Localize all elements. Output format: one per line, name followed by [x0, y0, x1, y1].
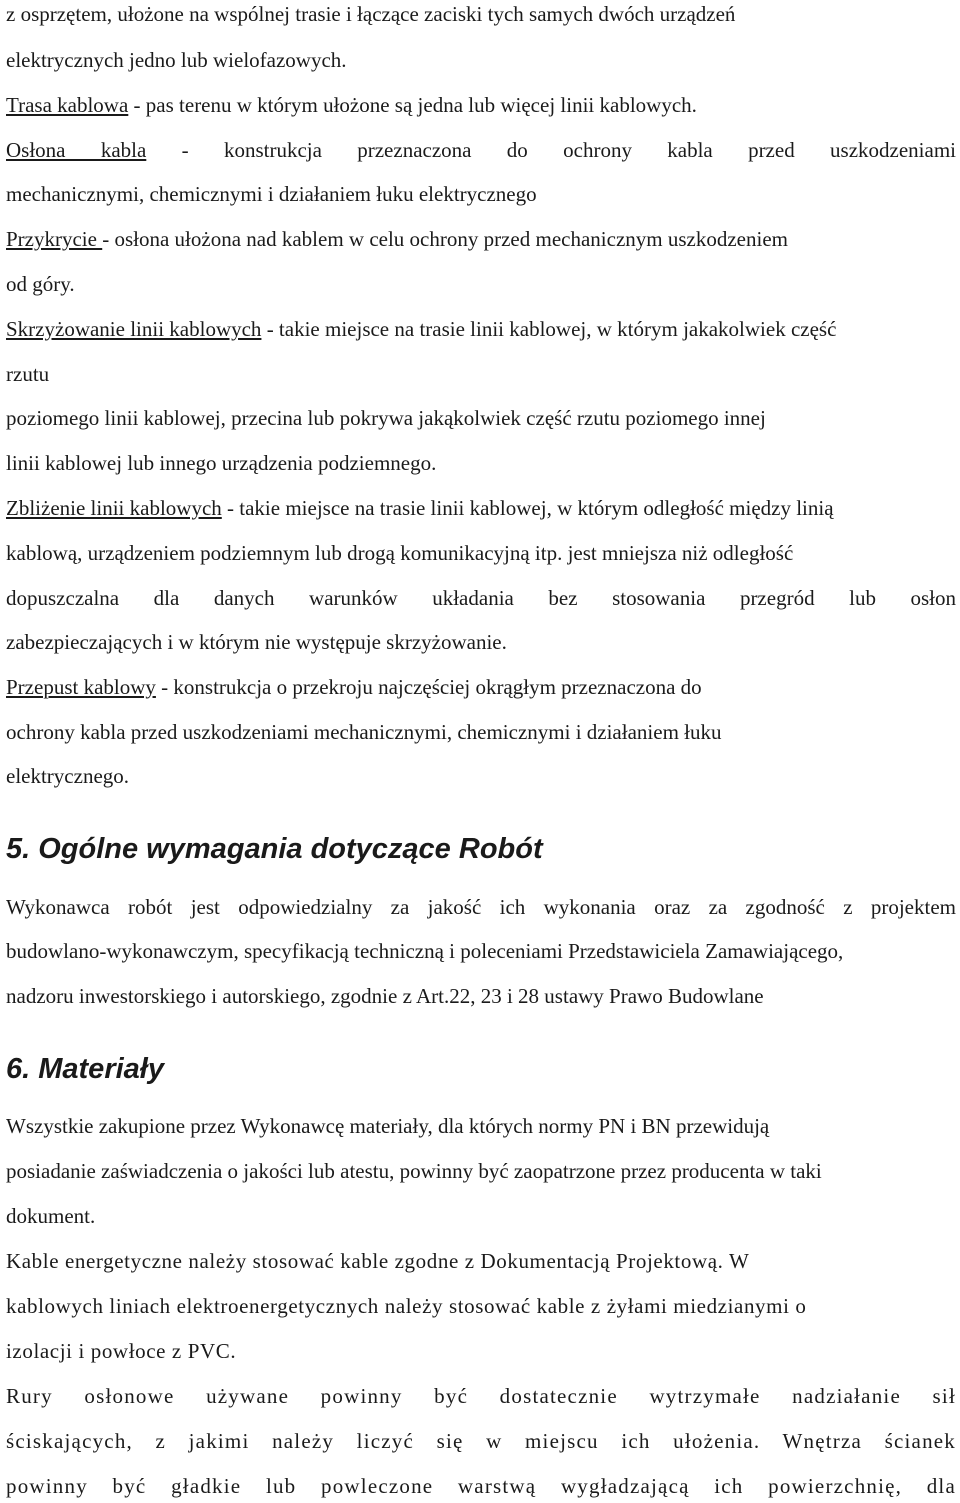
text-line: [6, 408, 766, 429]
line-text: z osprzętem, ułożone na wspólnej trasie i łączące zaciski tych samych dwóch urządzeń: [6, 2, 736, 26]
section-heading-6: [6, 1055, 164, 1084]
text-line: [6, 1251, 749, 1272]
heading-text: 5. Ogólne wymagania dotyczące Robót: [6, 833, 543, 865]
definition-text: - konstrukcja przeznaczona do ochrony kabla przed uszkodzeniami: [146, 138, 956, 162]
definition-text: - konstrukcja o przekroju najczęściej okrągłym przeznaczona do: [155, 675, 702, 699]
definition-przepust-kablowy: [6, 677, 702, 698]
line-text: Wszystkie zakupione przez Wykonawcę materiały, dla których normy PN i BN przewidują: [6, 1114, 770, 1138]
text-line: [6, 1116, 769, 1137]
text-line: [6, 1206, 95, 1227]
line-text: Kable energetyczne należy stosować kable zgodne z Dokumentacją Projektową. W: [6, 1249, 750, 1273]
line-text: Rury osłonowe używane powinny być dostatecznie wytrzymałe nadziałanie sił: [6, 1384, 956, 1408]
text-line: [6, 1296, 806, 1317]
text-line: [6, 184, 537, 205]
line-text: mechanicznymi, chemicznymi i działaniem łuku elektrycznego: [6, 182, 537, 206]
text-line: [6, 941, 843, 962]
line-text: zabezpieczających i w którym nie występuje skrzyżowanie.: [6, 630, 507, 654]
line-text: posiadanie zaświadczenia o jakości lub atestu, powinny być zaopatrzone przez producenta w taki: [6, 1159, 822, 1183]
text-line: [6, 1431, 956, 1452]
definition-trasa-kablowa: [6, 95, 697, 116]
line-text: elektrycznych jedno lub wielofazowych.: [6, 48, 347, 72]
definition-przykrycie: [6, 229, 788, 250]
text-line: [6, 4, 735, 25]
text-line: [6, 1161, 822, 1182]
defined-term: Osłona kabla: [6, 138, 147, 162]
section-heading-5: [6, 835, 543, 864]
line-text: nadzoru inwestorskiego i autorskiego, zgodnie z Art.22, 23 i 28 ustawy Prawo Budowlane: [6, 984, 764, 1008]
text-line: [6, 1386, 956, 1407]
line-text: linii kablowej lub innego urządzenia podziemnego.: [6, 451, 437, 475]
text-line: [6, 897, 956, 918]
definition-zblizenie: [6, 498, 834, 519]
line-text: od góry.: [6, 272, 75, 296]
defined-term: Zbliżenie linii kablowych: [6, 496, 222, 520]
text-line: [6, 588, 956, 609]
line-text: powinny być gładkie lub powleczone warstwą wygładzającą ich powierzchnię, dla: [6, 1474, 956, 1498]
defined-term: Przepust kablowy: [6, 675, 156, 699]
definition-oslona-kabla: [6, 140, 956, 161]
line-text: ściskających, z jakimi należy liczyć się w miejscu ich ułożenia. Wnętrza ścianek: [6, 1429, 956, 1453]
text-line: [6, 722, 722, 743]
line-text: elektrycznego.: [6, 764, 130, 788]
definition-text: - osłona ułożona nad kablem w celu ochrony przed mechanicznym uszkodzeniem: [102, 227, 788, 251]
definition-text: - takie miejsce na trasie linii kablowej, w którym jakakolwiek część: [261, 317, 837, 341]
line-text: kablowych liniach elektroenergetycznych należy stosować kable z żyłami miedzianymi o: [6, 1294, 807, 1318]
line-text: izolacji i powłoce z PVC.: [6, 1339, 237, 1363]
text-line: [6, 1476, 956, 1497]
text-line: [6, 50, 347, 71]
definition-text: - pas terenu w którym ułożone są jedna lub więcej linii kablowych.: [128, 93, 697, 117]
defined-term: Trasa kablowa: [6, 93, 129, 117]
line-text: Wykonawca robót jest odpowiedzialny za jakość ich wykonania oraz za zgodność z projektem: [6, 895, 956, 919]
text-line: [6, 766, 129, 787]
line-text: dopuszczalna dla danych warunków układania bez stosowania przegród lub osłon: [6, 586, 956, 610]
defined-term: Skrzyżowanie linii kablowych: [6, 317, 262, 341]
line-text: budowlano-wykonawczym, specyfikacją techniczną i poleceniami Przedstawiciela Zamawiającego,: [6, 939, 844, 963]
text-line: [6, 364, 49, 385]
text-line: [6, 1341, 236, 1362]
text-line: [6, 274, 75, 295]
definition-skrzyzowanie: [6, 319, 836, 340]
text-line: [6, 543, 793, 564]
text-line: [6, 632, 507, 653]
defined-term: Przykrycie: [6, 227, 103, 251]
definition-text: - takie miejsce na trasie linii kablowej, w którym odległość między linią: [221, 496, 834, 520]
text-line: [6, 453, 436, 474]
line-text: ochrony kabla przed uszkodzeniami mechanicznymi, chemicznymi i działaniem łuku: [6, 720, 722, 744]
line-text: dokument.: [6, 1204, 96, 1228]
heading-text: 6. Materiały: [6, 1053, 164, 1085]
line-text: rzutu: [6, 362, 50, 386]
text-line: [6, 986, 764, 1007]
line-text: poziomego linii kablowej, przecina lub pokrywa jakąkolwiek część rzutu poziomego innej: [6, 406, 766, 430]
line-text: kablową, urządzeniem podziemnym lub drogą komunikacyjną itp. jest mniejsza niż odległość: [6, 541, 794, 565]
